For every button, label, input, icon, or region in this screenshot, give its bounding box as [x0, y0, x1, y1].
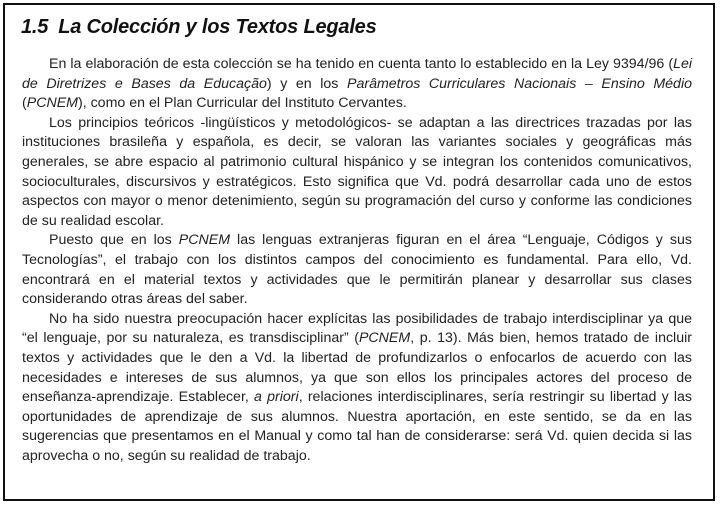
italic-segment: PCNEM — [178, 232, 231, 249]
text-segment: las lenguas extranjeras figuran en el área “Lenguaje, Códigos y sus Tecnologías”, el trabajo con los distintos campos del conocimiento es fundamental. Para ello, Vd. encontrará en el material textos y actividades que le permitirán planear y desarrollar sus clases considerando otras áreas del saber. — [22, 232, 692, 308]
paragraph — [22, 114, 692, 232]
body-text — [22, 55, 692, 466]
section-title: La Colección y los Textos Legales — [58, 16, 377, 38]
section-number: 1.5 — [21, 16, 49, 38]
section-heading — [21, 15, 377, 39]
italic-segment: PCNEM — [26, 95, 78, 112]
text-segment: , p. 13). Más bien, hemos tratado de incluir textos y actividades que le den a Vd. la libertad de profundizarlos o enfocarlos de acuerdo con las necesidades e intereses de sus alumnos, ya que son ellos los principales actores del proceso de enseñanza-aprendizaje. Establecer, — [22, 330, 692, 406]
paragraph — [22, 231, 692, 309]
text-segment: En la elaboración de esta colección se ha tenido en cuenta tanto lo establecido en la Ley 9394/96 ( — [49, 56, 674, 72]
text-segment: No ha sido nuestra preocupación hacer explícitas las posibilidades de trabajo interdisciplinar ya que “el lenguaje, por su naturaleza, es transdisciplinar” ( — [22, 310, 692, 347]
text-segment: ), como en el Plan Curricular del Instituto Cervantes. — [77, 95, 407, 112]
text-segment: , relaciones interdisciplinares, sería restringir su libertad y las oportunidades de aprendizaje de sus alumnos. Nuestra aportación, en este sentido, se da en las sugerencias que presentamos en el Manual y como tal han de considerarse: será Vd. quien decida si las aprovecha o no, según su realidad de trabajo. — [22, 389, 693, 464]
text-segment: Los principios teóricos -lingüísticos y metodológicos- se adaptan a las directrices trazadas por las instituciones brasileña y española, es decir, se valoran las variantes sociales y geográficas más generales, se abre espacio al patrimonio cultural hispánico y se integran los contenidos comunicativos, socioculturales, discursivos y estratégicos. Esto significa que Vd. podrá desarrollar cada uno de estos aspectos con mayor o menor detenimiento, según su programación del curso y conforme las condiciones de su realidad escolar. — [22, 114, 692, 229]
text-segment: ) y en los — [266, 75, 347, 92]
italic-segment: Lei de Diretrizes e Bases da Educação — [22, 56, 692, 92]
paragraph — [22, 310, 692, 467]
text-segment: Puesto que en los — [49, 232, 179, 249]
italic-segment: PCNEM — [358, 330, 411, 347]
italic-segment: Parâmetros Curriculares Nacionais – Ensino Médio — [347, 75, 692, 92]
paragraph — [22, 55, 692, 114]
text-segment: ( — [22, 95, 27, 112]
italic-segment: a priori — [254, 389, 299, 406]
page-frame — [3, 3, 715, 501]
